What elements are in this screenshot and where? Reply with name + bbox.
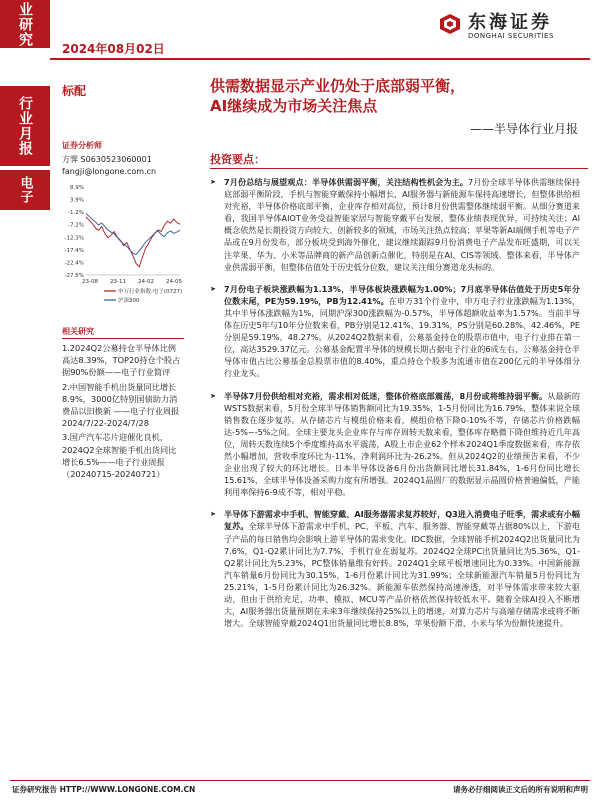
y-tick-label: 8.9% — [70, 185, 84, 191]
points-divider — [210, 168, 588, 169]
report-title-line2: AI继续成为市场关注焦点 — [210, 97, 378, 115]
footer-left[interactable]: 证券研究报告 HTTP://WWW.LONGONE.COM.CN — [12, 785, 196, 794]
sidebar-sector-tab: 电子 — [0, 170, 50, 210]
sidebar-category-tab: 行业月报 — [0, 86, 50, 166]
related-list — [62, 342, 184, 482]
x-tick-label: 23-11 — [110, 279, 126, 285]
point-item: ➤ 半导体下游需求中手机、智能穿戴、AI服务器需求复苏较好，Q3进入消费电子旺季，需求或有小幅复苏。全球半导体下游需求中手机、PC、平板、汽车、服务器、智能穿戴等占据80%以上，下游电子产品的每日销售均会影响上游半导体的需求变化。IDC数据，全球智能手机2024Q2出货量同比为7.6%，Q1-Q2累计同比为7.7%，手机行业在弱复苏。2024Q2全球PC出货量同比为5.36%，Q1-Q2累计同比为5.23%，PC整体销量维有好转。2024Q1全球平板增速同比为0.33%。中国新能源汽车销量6月份同比为30.15%，1-6月份累计同比为31.99%；全球新能源汽车销量5月份同比为25.21%，1-5月份累计同比为26.32%。新能源车依然保持高速渗透，对半导体需求带来较大驱动，但由于供给充足，功率、模拟、MCU等产品价格依然保持较低水平。随着全球AI投入不断增大，AI服务器出货量预期在未来3年继续保持25%以上的增速，对算力芯片与高端存储需求或将不断增大。全球智能穿戴2024Q1出货量同比增长8.8%，苹果份额下滑，小米与华为份额快速提升。 — [210, 508, 580, 629]
y-tick-label: 3.9% — [70, 197, 84, 204]
y-tick-label: -7.2% — [68, 222, 84, 229]
points-heading: 投资要点： — [210, 153, 265, 166]
footer-divider — [10, 780, 590, 781]
rating-label: 标配 — [62, 84, 87, 98]
series-line-1 — [86, 213, 180, 254]
related-divider — [62, 338, 184, 339]
x-tick-label: 24-05 — [166, 279, 182, 285]
company-logo — [438, 8, 588, 48]
analyst-email: fangji@longone.com.cn — [62, 167, 157, 176]
point-item: ➤ 7月份电子板块涨跌幅为1.13%，半导体板块涨跌幅为1.00%；7月底半导体估值处于历史5年分位数末尾，PE为59.19%，PB为12.41%。在申万31个行业中，申万电子行业涨跌幅为1.13%，其中半导体涨跌幅为1%，同期沪深300涨跌幅为-0.57%，半导体超额收益率为1.57%。当前半导体在历史5年与10年分位数来看，PB分别是12.41%、19.31%，PS分别是60.28%、42.46%，PE分别是59.19%、48.27%。从2024Q2数据来看，公募基金持仓的股票市值中，电子行业排在第一位，高达3529.37亿元。公募基金配置半导体的规模长期占据电子行业的6成左右，公募基金持仓半导体市值占比公募基金总股票市值的8.40%，重点持仓个股多为流通市值在200亿元的半导体细分行业龙头。 — [210, 283, 580, 380]
y-tick-label: -1.2% — [68, 210, 84, 217]
x-tick-label: 24-02 — [138, 279, 154, 285]
analyst-heading: 证券分析师 — [62, 141, 102, 150]
analyst-name: 方霁 S0630523060001 — [62, 155, 152, 164]
y-tick-label: -17.4% — [64, 247, 84, 254]
y-tick-label: -27.5% — [64, 273, 84, 279]
related-item[interactable]: 1.2024Q2公募持仓半导体比例高达8.39%，TOP20持仓个股占据90%份额——电子行业简评 — [62, 343, 181, 378]
related-heading: 相关研究 — [62, 327, 94, 336]
header-divider — [50, 58, 590, 60]
price-chart — [58, 183, 186, 315]
y-tick-label: -12.3% — [64, 235, 84, 242]
investment-points — [210, 176, 580, 634]
legend-label: 沪深300 — [118, 298, 140, 304]
footer-right: 请务必仔细阅读正文后的所有说明和声明 — [453, 785, 588, 794]
related-item[interactable]: 2.中国智能手机出货量同比增长8.9%，3000亿特别国债助力消费品以旧换新 ——电子行业周报2024/7/22-2024/7/28 — [62, 381, 180, 429]
x-tick-label: 23-08 — [82, 279, 98, 285]
related-item[interactable]: 3.国产汽车芯片迎催化良机，2024Q2全球智能手机出货同比增长6.5%——电子行业周报（20240715-20240721） — [62, 432, 177, 480]
logo-text-cn: 东海证券 — [468, 12, 552, 33]
point-item: ➤ 7月份总结与展望观点：半导体供需弱平衡，关注结构性机会为主。7月份全球半导体供需继续保持底部弱平衡阶段，手机与智能穿戴保持小幅增长，AI服务器与新能源车保持高速增长，但整体供给相对充裕，半导体价格底部平衡，企业库存相对高位，预计8月份供需整体继续弱平衡。从细分赛道来看，我国半导体AIOT业务受益智能家居与智能穿戴平台发展，整体业绩表现优异，可持续关注；AI概念依然是长期投资方向较大、创新较多的领域，市场关注热点较高；苹果等新AI端侧手机等电子产品或在9月份发布，部分板块受到海外催化，建议继续跟踪9月份消费电子产品发布旺盛期，可以关注苹果、华为、小米等品牌商的新产品创新点催化，特别是在AI、CIS等领域。整体来看，半导体产业供需弱平衡，但整体估值处于历史低分位数，建议关注细分赛道龙头标的。 — [210, 176, 580, 273]
report-title-line1: 供需数据显示产业仍处于底部弱平衡， — [210, 77, 466, 95]
point-item: ➤ 半导体7月份供给相对充裕，需求相对低迷，整体价格底部震荡，8月份或将维持弱平衡。从最新的WSTS数据来看，5月份全球半导体销售额同比为19.35%，1-5月份同比为16.79%，整体来说全球销售数在逐步复苏。从存储芯片与模组价格来看，模组价格下降0-10%不等，存储芯片价格跌幅达-5%~-5%之间。全球主要龙头企业库存与库存周转天数来看，整体库存略微下降但维持近几年高位，周转天数连续5个季度维持高水平震荡，A股上市企业62个样本2024Q1季度数据来看，库存依然小幅增加，营收季度环比为-11%，净利润环比为-26.2%。但从2024Q2的业绩预告来看，不少企业出现了较大的环比增长。日本半导体设备6月份出货额同比增长31.84%，1-6月份同比增长15.61%，全球半导体设备采购力度有所增强。2024Q1晶圆厂的数据显示晶圆价格普遍偏低，产能利用率保持6-9成不等，相对平稳。 — [210, 390, 580, 499]
logo-text-en: DONGHAI SECURITIES — [468, 32, 554, 40]
line-chart — [58, 183, 186, 315]
logo-mark-icon — [438, 12, 462, 36]
sidebar-top-tab: 业研究 — [0, 0, 50, 48]
y-tick-label: -22.4% — [64, 260, 84, 267]
report-subtitle: ——半导体行业月报 — [469, 122, 578, 136]
report-date: 2024年08月02日 — [62, 42, 165, 56]
legend-label: 申万行业指数:电子(0727) — [118, 289, 183, 295]
